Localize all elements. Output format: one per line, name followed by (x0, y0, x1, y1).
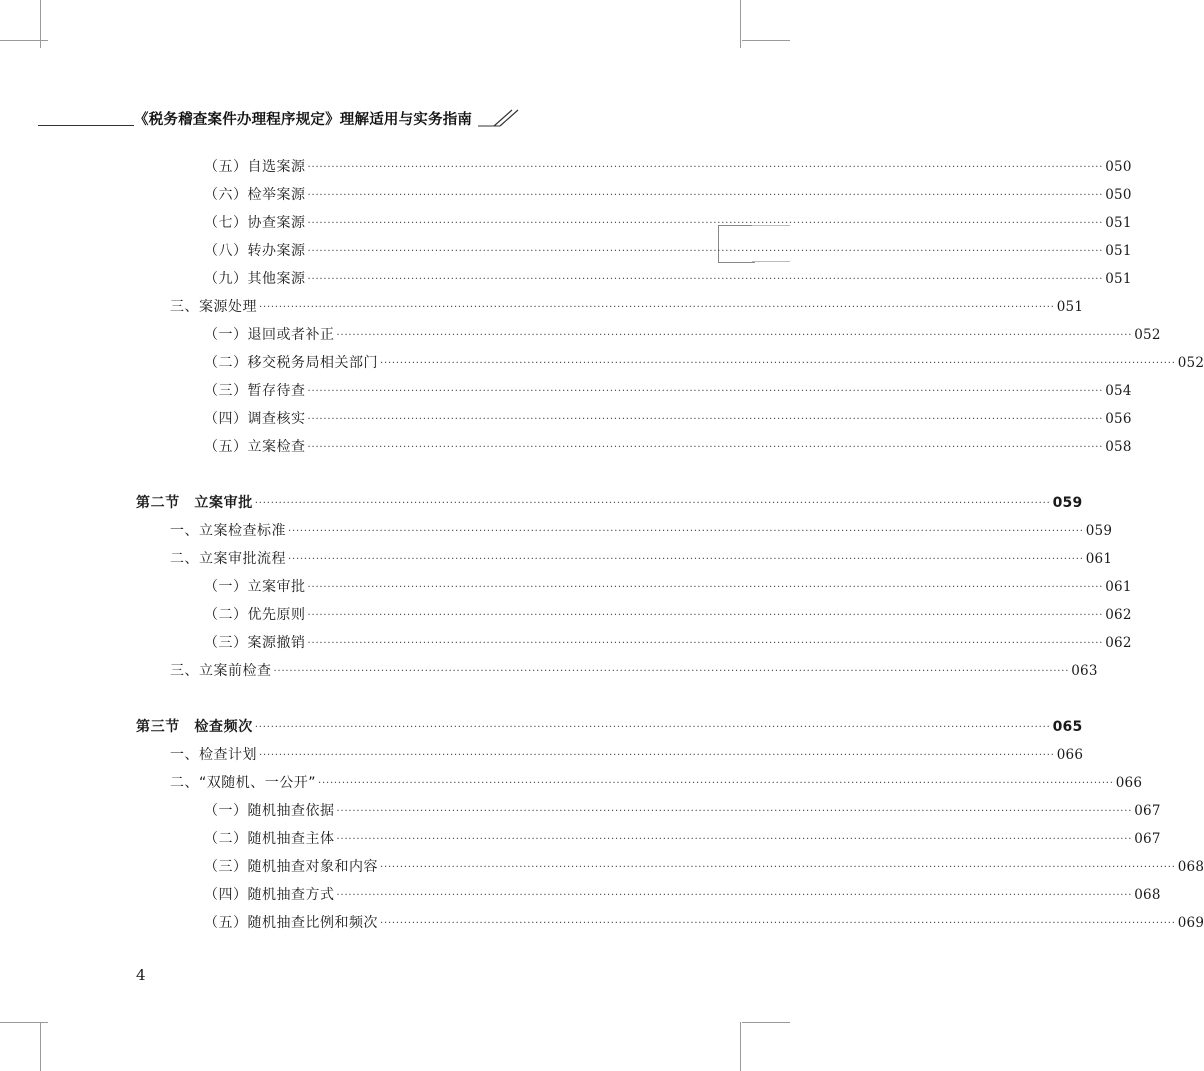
toc-entry-page: 068 (1134, 887, 1161, 903)
toc-entry-page: 063 (1071, 663, 1098, 679)
toc-entry-page: 062 (1105, 635, 1132, 651)
toc-entry[interactable] (204, 185, 1132, 205)
toc-leader-dots: ········································································································································································································ (307, 218, 1104, 229)
toc-entry[interactable] (204, 437, 1132, 457)
toc-leader-dots: ········································································································································································································ (307, 582, 1104, 593)
toc-entry[interactable] (204, 605, 1132, 625)
toc-entry-title: （三）随机抽查对象和内容 (204, 859, 378, 875)
toc-entry[interactable] (204, 353, 1204, 373)
toc-leader-dots: ········································································································································································································ (307, 610, 1104, 621)
toc-entry[interactable] (204, 269, 1132, 289)
toc-entry-page: 067 (1134, 803, 1161, 819)
toc-entry-page: 069 (1177, 915, 1204, 931)
toc-entry[interactable] (204, 213, 1132, 233)
toc-entry-title: （五）随机抽查比例和频次 (204, 915, 378, 931)
toc-entry-title: 一、检查计划 (170, 747, 257, 763)
toc-entry-title: 三、立案前检查 (170, 663, 272, 679)
toc-leader-dots: ········································································································································································································ (307, 386, 1104, 397)
toc-entry[interactable] (204, 409, 1132, 429)
toc-entry[interactable] (170, 549, 1113, 569)
toc-leader-dots: ········································································································································································································ (307, 162, 1104, 173)
toc-entry-page: 054 (1105, 383, 1132, 399)
book-title: 《税务稽查案件办理程序规定》理解适用与实务指南 (134, 112, 473, 128)
toc-leader-dots: ········································································································································································································ (307, 246, 1104, 257)
toc-entry-page: 059 (1052, 495, 1083, 511)
toc-entry-page: 061 (1105, 579, 1132, 595)
toc-entry[interactable] (204, 577, 1132, 597)
toc-entry[interactable] (204, 157, 1132, 177)
toc-entry-title: （七）协查案源 (204, 215, 306, 231)
toc-entry-page: 052 (1177, 355, 1204, 371)
toc-leader-dots: ········································································································································································································ (307, 414, 1104, 425)
toc-entry[interactable] (204, 381, 1132, 401)
toc-entry-title: （一）随机抽查依据 (204, 803, 335, 819)
toc-entry-page: 050 (1105, 187, 1132, 203)
crop-mark (740, 1022, 741, 1071)
toc-leader-dots: ········································································································································································································ (318, 778, 1114, 789)
toc-entry[interactable] (170, 661, 1098, 681)
header-slash-ornament (478, 106, 528, 130)
toc-leader-dots: ········································································································································································································ (380, 918, 1176, 929)
toc-entry-page: 061 (1085, 551, 1113, 567)
toc-entry[interactable] (204, 325, 1161, 345)
header-rule (38, 125, 134, 126)
toc-entry[interactable] (170, 521, 1113, 541)
toc-leader-dots: ········································································································································································································ (288, 526, 1084, 537)
toc-leader-dots: ········································································································································································································ (259, 750, 1055, 761)
toc-leader-dots: ········································································································································································································ (307, 638, 1104, 649)
toc-entry-title: 第三节 检查频次 (136, 719, 253, 735)
toc-entry-title: （二）优先原则 (204, 607, 306, 623)
toc-entry-title: （一）立案审批 (204, 579, 306, 595)
toc-entry[interactable] (136, 717, 1083, 737)
toc-leader-dots: ········································································································································································································ (336, 806, 1133, 817)
toc-entry-page: 051 (1105, 215, 1132, 231)
toc-leader-dots: ········································································································································································································ (307, 442, 1104, 453)
toc-leader-dots: ········································································································································································································ (307, 274, 1104, 285)
toc-entry-page: 068 (1177, 859, 1204, 875)
toc-entry-title: 二、“双随机、一公开” (170, 775, 317, 791)
toc-entry-page: 052 (1134, 327, 1161, 343)
crop-mark (40, 1022, 41, 1071)
toc-entry-page: 050 (1105, 159, 1132, 175)
toc-leader-dots: ········································································································································································································ (254, 498, 1051, 509)
toc-entry-title: 三、案源处理 (170, 299, 257, 315)
toc-leader-dots: ········································································································································································································ (259, 302, 1055, 313)
toc-leader-dots: ········································································································································································································ (336, 330, 1133, 341)
toc-entry-title: 二、立案审批流程 (170, 551, 286, 567)
toc-entry-page: 062 (1105, 607, 1132, 623)
toc-entry-page: 059 (1085, 523, 1113, 539)
toc-leader-dots: ········································································································································································································ (380, 358, 1176, 369)
toc-leader-dots: ········································································································································································································ (273, 666, 1070, 677)
toc-entry-title: （二）随机抽查主体 (204, 831, 335, 847)
page-number: 4 (136, 966, 146, 984)
toc-entry[interactable] (170, 773, 1143, 793)
toc-leader-dots: ········································································································································································································ (288, 554, 1084, 565)
toc-entry-page: 066 (1056, 747, 1084, 763)
toc-entry-title: （一）退回或者补正 (204, 327, 335, 343)
toc-entry[interactable] (204, 241, 1132, 261)
toc-entry-title: （二）移交税务局相关部门 (204, 355, 378, 371)
running-header (38, 103, 498, 133)
toc-entry-page: 051 (1056, 299, 1084, 315)
toc-entry-title: （六）检举案源 (204, 187, 306, 203)
crop-mark (742, 1022, 790, 1023)
crop-mark (742, 40, 790, 41)
thumb-tab-edge (752, 261, 790, 262)
toc-entry[interactable] (204, 801, 1161, 821)
toc-entry-title: 一、立案检查标准 (170, 523, 286, 539)
crop-mark (740, 0, 741, 48)
toc-leader-dots: ········································································································································································································ (336, 834, 1133, 845)
toc-entry[interactable] (204, 829, 1161, 849)
toc-entry-page: 051 (1105, 271, 1132, 287)
toc-entry[interactable] (204, 913, 1204, 933)
toc-entry-title: （九）其他案源 (204, 271, 306, 287)
toc-entry-title: （三）暂存待查 (204, 383, 306, 399)
toc-entry[interactable] (136, 493, 1083, 513)
toc-entry[interactable] (170, 745, 1084, 765)
crop-mark (0, 40, 48, 41)
toc-entry-title: （五）自选案源 (204, 159, 306, 175)
toc-entry[interactable] (170, 297, 1084, 317)
toc-leader-dots: ········································································································································································································ (336, 890, 1133, 901)
toc-entry-page: 066 (1115, 775, 1143, 791)
toc-entry-page: 051 (1105, 243, 1132, 259)
toc-entry-page: 067 (1134, 831, 1161, 847)
toc-entry-page: 058 (1105, 439, 1132, 455)
toc-entry-page: 065 (1052, 719, 1083, 735)
toc-entry-title: 第二节 立案审批 (136, 495, 253, 511)
toc-entry-title: （三）案源撤销 (204, 635, 306, 651)
toc-entry-title: （五）立案检查 (204, 439, 306, 455)
toc-entry[interactable] (204, 885, 1161, 905)
toc-leader-dots: ········································································································································································································ (380, 862, 1176, 873)
toc-leader-dots: ········································································································································································································ (307, 190, 1104, 201)
toc-entry[interactable] (204, 857, 1204, 877)
toc-entry[interactable] (204, 633, 1132, 653)
crop-mark (0, 1022, 48, 1023)
toc-entry-title: （四）随机抽查方式 (204, 887, 335, 903)
toc-leader-dots: ········································································································································································································ (254, 722, 1051, 733)
toc-entry-page: 056 (1105, 411, 1132, 427)
toc-entry-title: （四）调查核实 (204, 411, 306, 427)
toc-entry-title: （八）转办案源 (204, 243, 306, 259)
